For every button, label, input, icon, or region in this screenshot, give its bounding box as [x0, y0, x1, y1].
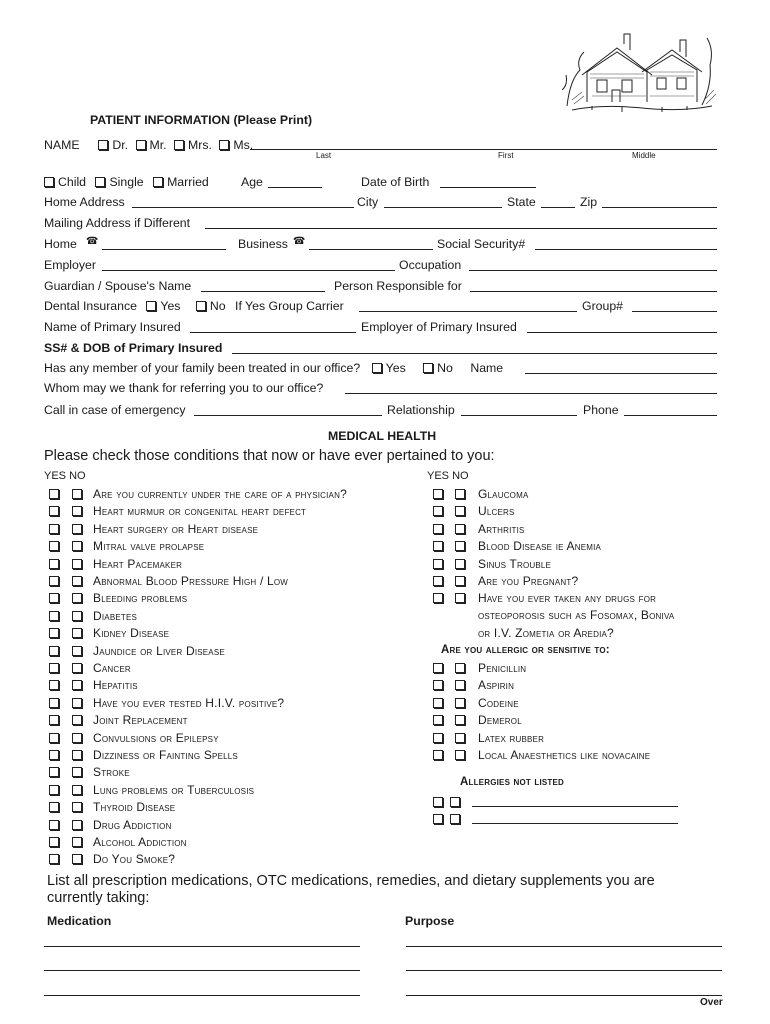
age-field[interactable]	[268, 187, 322, 188]
condition-yes-checkbox[interactable]	[49, 837, 59, 847]
telephone-icon: ☎	[293, 236, 306, 247]
condition-no-checkbox[interactable]	[72, 837, 82, 847]
emergency-label: Call in case of emergency	[44, 403, 186, 417]
allergies-not-listed-title: Allergies not listed	[460, 776, 565, 788]
full-name-field[interactable]	[250, 149, 717, 150]
ss-dob-field[interactable]	[232, 353, 717, 354]
condition-no-checkbox[interactable]	[72, 559, 82, 569]
condition-no-checkbox[interactable]	[72, 628, 82, 638]
group-carrier-field[interactable]	[359, 311, 577, 312]
condition-yes-checkbox[interactable]	[49, 750, 59, 760]
condition-yes-checkbox[interactable]	[49, 611, 59, 621]
allergy-label: Latex rubber	[478, 730, 545, 745]
condition-yes-checkbox[interactable]	[49, 820, 59, 830]
allergy-yes-checkbox[interactable]	[433, 680, 443, 690]
allergy-no-checkbox[interactable]	[455, 733, 465, 743]
guardian-label: Guardian / Spouse's Name	[44, 279, 192, 293]
condition-label: Bleeding problems	[93, 591, 188, 606]
condition-yes-checkbox[interactable]	[49, 698, 59, 708]
condition-label: Have you ever taken any drugs for	[478, 591, 657, 606]
condition-label: Do You Smoke?	[93, 852, 176, 867]
medication-line-3[interactable]	[44, 995, 360, 996]
telephone-icon: ☎	[86, 236, 99, 247]
medical-health-title: MEDICAL HEALTH	[328, 429, 437, 443]
condition-label: Convulsions or Epilepsy	[93, 730, 219, 745]
condition-yes-checkbox[interactable]	[49, 663, 59, 673]
name-label: NAME	[44, 138, 80, 152]
condition-yes-checkbox[interactable]	[433, 489, 443, 499]
home-address-label: Home Address	[44, 195, 125, 209]
group-number-label: Group#	[582, 299, 624, 313]
dr-checkbox[interactable]	[98, 140, 108, 150]
single-checkbox[interactable]	[95, 177, 105, 187]
condition-no-checkbox[interactable]	[72, 715, 82, 725]
family-name-field[interactable]	[525, 373, 717, 374]
occupation-field[interactable]	[469, 270, 717, 271]
city-field[interactable]	[384, 207, 502, 208]
allergy-other-2-yes-checkbox[interactable]	[433, 814, 443, 824]
employer-field[interactable]	[102, 270, 395, 271]
condition-label: Jaundice or Liver Disease	[93, 643, 225, 658]
condition-yes-checkbox[interactable]	[49, 802, 59, 812]
allergy-other-1-yes-checkbox[interactable]	[433, 797, 443, 807]
condition-yes-checkbox[interactable]	[433, 524, 443, 534]
child-checkbox[interactable]	[44, 177, 54, 187]
condition-no-checkbox[interactable]	[72, 576, 82, 586]
allergy-yes-checkbox[interactable]	[433, 733, 443, 743]
group-number-field[interactable]	[632, 311, 717, 312]
condition-no-checkbox[interactable]	[72, 820, 82, 830]
condition-yes-checkbox[interactable]	[49, 854, 59, 864]
mr-label: Mr.	[149, 138, 167, 152]
primary-insured-label: Name of Primary Insured	[44, 320, 181, 334]
condition-label: Kidney Disease	[93, 626, 170, 641]
condition-no-checkbox[interactable]	[72, 593, 82, 603]
responsible-field[interactable]	[470, 291, 717, 292]
dental-insurance-row	[44, 299, 344, 313]
business-label: Business	[238, 237, 288, 251]
condition-no-checkbox[interactable]	[72, 646, 82, 656]
mailing-field[interactable]	[205, 228, 717, 229]
home-address-field[interactable]	[132, 207, 354, 208]
condition-yes-checkbox[interactable]	[49, 680, 59, 690]
condition-label: Blood Disease ie Anemia	[478, 539, 602, 554]
over-label: Over	[700, 997, 723, 1008]
mailing-label: Mailing Address if Different	[44, 216, 191, 230]
condition-label: Sinus Trouble	[478, 556, 552, 571]
family-treated-row	[44, 361, 503, 375]
condition-label: Lung problems or Tuberculosis	[93, 782, 255, 797]
condition-no-checkbox[interactable]	[72, 802, 82, 812]
relationship-label: Relationship	[387, 403, 455, 417]
ss-dob-label: SS# & DOB of Primary Insured	[44, 341, 223, 355]
business-phone-field[interactable]	[309, 249, 433, 250]
condition-label: Heart murmur or congenital heart defect	[93, 504, 307, 519]
family-yes-checkbox[interactable]	[372, 363, 382, 373]
condition-no-checkbox[interactable]	[72, 785, 82, 795]
condition-yes-checkbox[interactable]	[49, 715, 59, 725]
dental-yes-label: Yes	[160, 299, 181, 313]
employer-label: Employer	[44, 258, 96, 272]
condition-label: Mitral valve prolapse	[93, 539, 205, 554]
home-phone-field[interactable]	[102, 249, 226, 250]
condition-label: Joint Replacement	[93, 713, 188, 728]
allergy-other-1-field[interactable]	[472, 806, 678, 807]
condition-yes-checkbox[interactable]	[433, 559, 443, 569]
relationship-field[interactable]	[461, 415, 577, 416]
last-sublabel: Last	[316, 151, 332, 160]
home-phone-label: Home	[44, 237, 77, 251]
allergy-no-checkbox[interactable]	[455, 663, 465, 673]
middle-sublabel: Middle	[632, 151, 656, 160]
condition-yes-checkbox[interactable]	[49, 785, 59, 795]
family-no-label: No	[437, 361, 453, 375]
condition-label: Heart Pacemaker	[93, 556, 183, 571]
condition-yes-checkbox[interactable]	[49, 524, 59, 534]
condition-no-checkbox[interactable]	[72, 541, 82, 551]
condition-label: Alcohol Addiction	[93, 835, 187, 849]
mrs-checkbox[interactable]	[174, 140, 184, 150]
condition-no-checkbox[interactable]	[72, 854, 82, 864]
married-label: Married	[167, 175, 209, 189]
primary-insured-field[interactable]	[190, 332, 356, 333]
page-title: PATIENT INFORMATION (Please Print)	[90, 113, 313, 127]
condition-yes-checkbox[interactable]	[49, 541, 59, 551]
condition-yes-checkbox[interactable]	[49, 733, 59, 743]
condition-label: Diabetes	[93, 608, 138, 623]
referral-field[interactable]	[345, 393, 717, 394]
condition-yes-checkbox[interactable]	[433, 541, 443, 551]
name-row	[44, 138, 253, 152]
house-logo-icon	[562, 30, 722, 116]
dental-no-checkbox[interactable]	[196, 301, 206, 311]
condition-yes-checkbox[interactable]	[49, 489, 59, 499]
condition-label: Heart surgery or Heart disease	[93, 521, 259, 536]
medical-instructions: Please check those conditions that now or have ever pertained to you:	[44, 448, 495, 464]
medications-prompt-line-1: List all prescription medications, OTC medications, remedies, and dietary supplements you are	[47, 873, 655, 889]
phone-field[interactable]	[624, 415, 717, 416]
employer-primary-field[interactable]	[527, 332, 717, 333]
condition-no-checkbox[interactable]	[72, 506, 82, 516]
allergy-label: Penicillin	[478, 661, 527, 675]
condition-label: Glaucoma	[478, 487, 529, 501]
family-name-label: Name	[470, 361, 504, 375]
condition-yes-checkbox[interactable]	[49, 767, 59, 777]
dental-yes-checkbox[interactable]	[146, 301, 156, 311]
allergy-yes-checkbox[interactable]	[433, 750, 443, 760]
condition-no-checkbox[interactable]	[455, 559, 465, 569]
allergy-no-checkbox[interactable]	[455, 698, 465, 708]
group-carrier-label: If Yes Group Carrier	[235, 299, 344, 313]
condition-label: Abnormal Blood Pressure High / Low	[93, 574, 289, 588]
purpose-column-header: Purpose	[405, 914, 455, 928]
allergy-other-2-no-checkbox[interactable]	[450, 814, 460, 824]
allergy-label: Local Anaesthetics like novacaine	[478, 748, 651, 762]
condition-label: Stroke	[93, 765, 130, 780]
yes-no-header-right: YES NO	[427, 470, 469, 482]
married-checkbox[interactable]	[153, 177, 163, 187]
allergy-no-checkbox[interactable]	[455, 715, 465, 725]
ssn-field[interactable]	[535, 249, 717, 250]
allergic-title: Are you allergic or sensitive to:	[441, 644, 610, 656]
allergy-yes-checkbox[interactable]	[433, 715, 443, 725]
yes-no-header-left: YES NO	[44, 470, 86, 482]
dob-label: Date of Birth	[361, 175, 430, 189]
condition-yes-checkbox[interactable]	[49, 628, 59, 638]
city-label: City	[357, 195, 379, 209]
dob-field[interactable]	[440, 187, 536, 188]
single-label: Single	[109, 175, 144, 189]
condition-no-checkbox[interactable]	[72, 750, 82, 760]
osteo-line-1: osteoporosis such as Fosomax, Boniva	[478, 608, 675, 622]
house-logo	[562, 30, 722, 116]
allergy-label: Aspirin	[478, 678, 515, 693]
purpose-line-2[interactable]	[406, 970, 722, 971]
allergy-label: Codeine	[478, 695, 519, 710]
zip-label: Zip	[580, 195, 598, 209]
condition-yes-checkbox[interactable]	[49, 646, 59, 656]
condition-no-checkbox[interactable]	[72, 680, 82, 690]
occupation-label: Occupation	[399, 258, 462, 272]
ms-checkbox[interactable]	[219, 140, 229, 150]
condition-label: Dizziness or Fainting Spells	[93, 748, 238, 762]
allergy-yes-checkbox[interactable]	[433, 698, 443, 708]
osteo-line-2: or I.V. Zometia or Aredia?	[478, 626, 614, 640]
age-label: Age	[241, 175, 263, 189]
family-treated-label: Has any member of your family been treated in our office?	[44, 361, 361, 375]
condition-yes-checkbox[interactable]	[49, 506, 59, 516]
allergy-no-checkbox[interactable]	[455, 750, 465, 760]
responsible-label: Person Responsible for	[334, 279, 462, 293]
state-label: State	[507, 195, 536, 209]
dental-insurance-label: Dental Insurance	[44, 299, 137, 313]
family-yes-label: Yes	[385, 361, 406, 375]
child-label: Child	[58, 175, 87, 189]
status-row	[44, 175, 209, 189]
condition-no-checkbox[interactable]	[72, 767, 82, 777]
family-no-checkbox[interactable]	[423, 363, 433, 373]
state-field[interactable]	[541, 207, 575, 208]
condition-no-checkbox[interactable]	[72, 611, 82, 621]
condition-no-checkbox[interactable]	[455, 593, 465, 603]
condition-label: Ulcers	[478, 504, 515, 519]
emergency-field[interactable]	[194, 415, 382, 416]
condition-label: Arthritis	[478, 521, 525, 536]
medication-column-header: Medication	[47, 914, 112, 928]
condition-label: Hepatitis	[93, 678, 138, 693]
condition-label: Thyroid Disease	[93, 800, 176, 815]
purpose-line-1[interactable]	[406, 946, 722, 947]
condition-no-checkbox[interactable]	[72, 698, 82, 708]
medication-line-1[interactable]	[44, 946, 360, 947]
allergy-label: Demerol	[478, 713, 522, 728]
allergy-other-1-no-checkbox[interactable]	[450, 797, 460, 807]
condition-no-checkbox[interactable]	[72, 524, 82, 534]
condition-yes-checkbox[interactable]	[49, 576, 59, 586]
condition-label: Are you currently under the care of a physician?	[93, 487, 347, 501]
condition-label: Cancer	[93, 661, 131, 675]
condition-yes-checkbox[interactable]	[433, 576, 443, 586]
condition-no-checkbox[interactable]	[455, 489, 465, 499]
condition-no-checkbox[interactable]	[455, 576, 465, 586]
condition-no-checkbox[interactable]	[455, 506, 465, 516]
ssn-label: Social Security#	[437, 237, 526, 251]
medications-prompt-line-2: currently taking:	[47, 890, 150, 906]
dr-label: Dr.	[112, 138, 129, 152]
condition-label: Drug Addiction	[93, 817, 172, 832]
allergy-yes-checkbox[interactable]	[433, 663, 443, 673]
condition-no-checkbox[interactable]	[72, 489, 82, 499]
condition-label: Are you Pregnant?	[478, 574, 579, 588]
phone-label: Phone	[583, 403, 619, 417]
condition-no-checkbox[interactable]	[455, 541, 465, 551]
condition-no-checkbox[interactable]	[455, 524, 465, 534]
purpose-line-3[interactable]	[406, 995, 722, 996]
condition-yes-checkbox[interactable]	[433, 593, 443, 603]
zip-field[interactable]	[602, 207, 717, 208]
condition-yes-checkbox[interactable]	[433, 506, 443, 516]
referral-label: Whom may we thank for referring you to our office?	[44, 381, 324, 395]
condition-yes-checkbox[interactable]	[49, 593, 59, 603]
ms-label: Ms.	[233, 138, 254, 152]
mrs-label: Mrs.	[188, 138, 212, 152]
medication-line-2[interactable]	[44, 970, 360, 971]
first-sublabel: First	[498, 151, 514, 160]
dental-no-label: No	[209, 299, 226, 313]
allergy-no-checkbox[interactable]	[455, 680, 465, 690]
mr-checkbox[interactable]	[136, 140, 146, 150]
condition-no-checkbox[interactable]	[72, 733, 82, 743]
condition-label: Have you ever tested H.I.V. positive?	[93, 695, 285, 710]
allergy-other-2-field[interactable]	[472, 823, 678, 824]
condition-yes-checkbox[interactable]	[49, 559, 59, 569]
employer-primary-label: Employer of Primary Insured	[361, 320, 517, 334]
guardian-field[interactable]	[201, 291, 325, 292]
condition-no-checkbox[interactable]	[72, 663, 82, 673]
